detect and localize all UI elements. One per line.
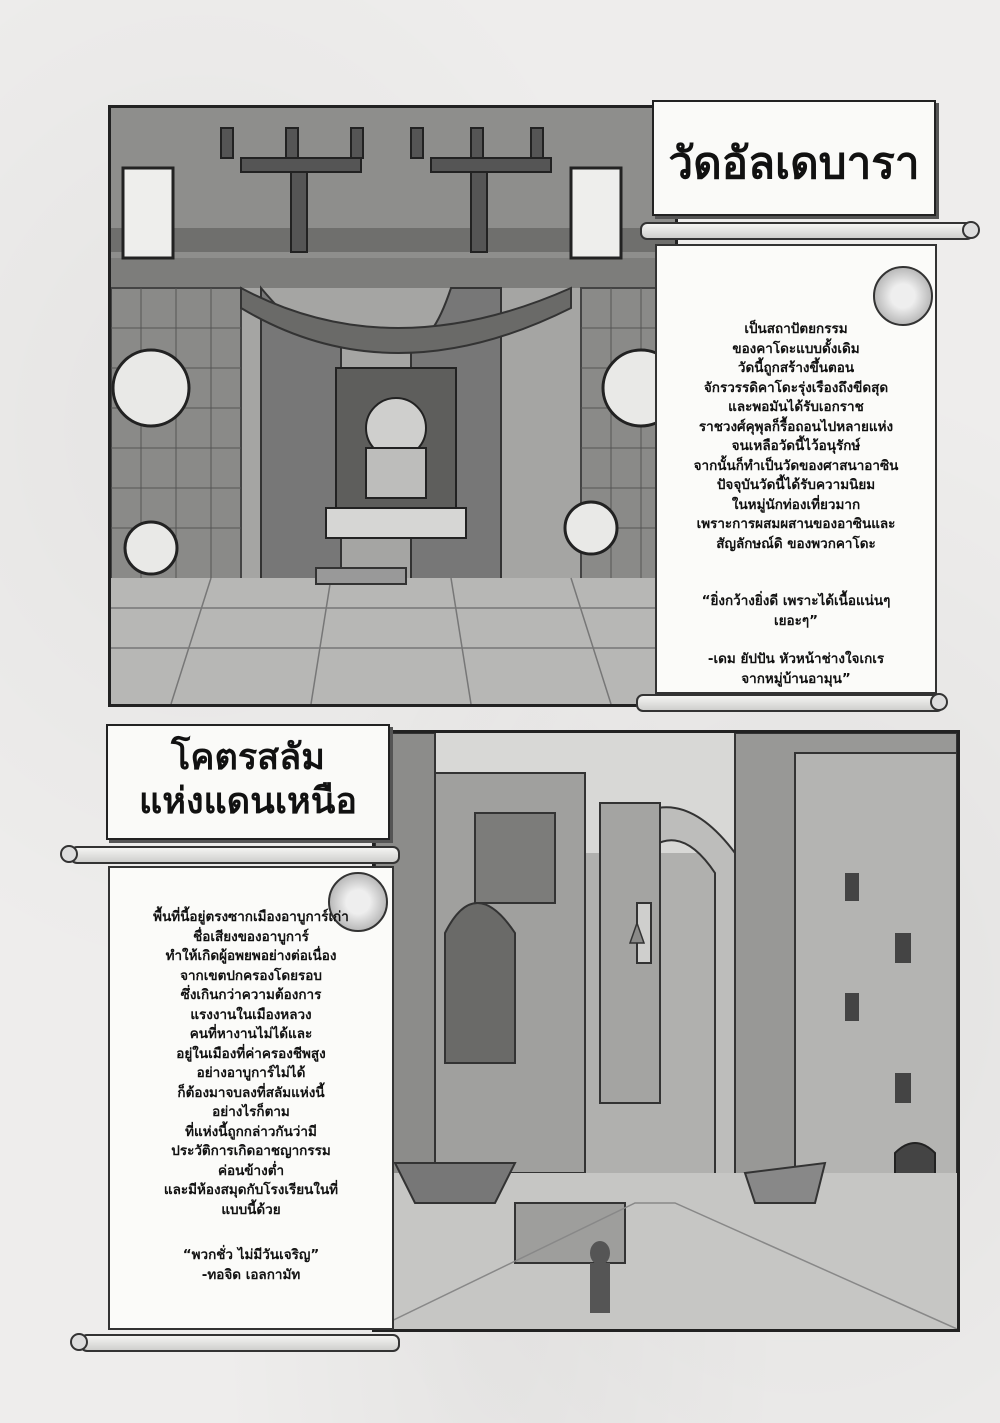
- temple-desc-line: ราชวงศ์คุพุลก็รื้อถอนไปหลายแห่ง: [698, 418, 894, 435]
- temple-desc-line: จนเหลือวัดนี้ไว้อนุรักษ์: [731, 438, 861, 454]
- temple-attribution: [657, 650, 935, 689]
- slum-desc-line: อย่างอาบูการ์ไม่ได้: [196, 1065, 306, 1081]
- temple-attribution-line: -เดม ยัปปัน หัวหน้าช่างใจเกเร: [707, 651, 885, 667]
- slum-illustration: [375, 733, 957, 1329]
- temple-desc-line: จากนั้นก็ทำเป็นวัดของศาสนาอาซิน: [693, 457, 899, 474]
- temple-desc-line: เป็นสถาปัตยกรรม: [744, 321, 848, 337]
- top-scroll-upper-rod: [640, 222, 974, 240]
- temple-desc-line: สัญลักษณ์ดิ ของพวกคาโดะ: [716, 535, 876, 552]
- temple-title: วัดอัลเดบารา: [668, 138, 920, 189]
- slum-quote: [110, 1246, 392, 1285]
- slum-desc-line: ทำให้เกิดผู้อพยพอย่างต่อเนื่อง: [165, 948, 337, 964]
- bottom-scroll-upper-rod: [70, 846, 400, 864]
- slum-info-scroll: [108, 866, 394, 1330]
- temple-quote-line: “ยิ่งกว้างยิ่งดี เพราะได้เนื้อแน่นๆ: [701, 593, 891, 609]
- top-scroll-upper-knob: [962, 221, 980, 239]
- temple-desc-line: ในหมู่นักท่องเที่ยวมาก: [731, 496, 861, 513]
- slum-desc-line: อยู่ในเมืองที่ค่าครองชีพสูง: [176, 1045, 326, 1062]
- top-scroll-lower-rod: [636, 694, 944, 712]
- temple-info-scroll: [655, 244, 937, 694]
- temple-desc-line: และพอมันได้รับเอกราช: [728, 399, 864, 415]
- bottom-scroll-upper-knob: [60, 845, 78, 863]
- temple-desc-line: วัดนี้ถูกสร้างขึ้นตอน: [737, 360, 855, 376]
- slum-desc-line: พื้นที่นี้อยู่ตรงซากเมืองอาบูการ์เก่า: [153, 909, 349, 925]
- slum-attribution-line: -ทอจิด เอลกามัท: [201, 1266, 301, 1283]
- wax-seal-icon: [873, 266, 933, 326]
- temple-quote: [657, 592, 935, 631]
- slum-desc-line: จากเขตปกครองโดยรอบ: [180, 967, 322, 984]
- slum-title-line: โคตรสลัม: [171, 737, 325, 778]
- temple-desc-line: ของคาโดะแบบดั้งเดิม: [732, 340, 860, 357]
- temple-illustration: [111, 108, 675, 704]
- slum-desc-line: อย่างไรก็ตาม: [212, 1104, 290, 1120]
- temple-description: [657, 320, 935, 554]
- slum-desc-line: คนที่หางานไม่ได้และ: [189, 1026, 313, 1042]
- top-scroll-lower-knob: [930, 693, 948, 711]
- slum-desc-line: และมีห้องสมุดกับโรงเรียนในที่: [163, 1182, 339, 1198]
- temple-desc-line: ปัจจุบันวัดนี้ได้รับความนิยม: [716, 477, 876, 493]
- slum-desc-line: แรงงานในเมืองหลวง: [190, 1006, 312, 1023]
- slum-illustration-panel: [372, 730, 960, 1332]
- temple-title-book: [652, 100, 936, 216]
- temple-desc-line: เพราะการผสมผสานของอาซินและ: [696, 516, 896, 532]
- slum-title-line: แห่งแดนเหนือ: [139, 781, 357, 822]
- temple-illustration-panel: [108, 105, 678, 707]
- temple-attribution-line: จากหมู่บ้านอามุน”: [741, 670, 851, 687]
- temple-quote-line: เยอะๆ”: [773, 612, 818, 629]
- slum-quote-line: “พวกชั่ว ไม่มีวันเจริญ”: [182, 1247, 320, 1263]
- slum-desc-line: ค่อนข้างต่ำ: [217, 1162, 285, 1179]
- slum-title: [108, 736, 388, 824]
- slum-title-book: [106, 724, 390, 840]
- bottom-scroll-lower-knob: [70, 1333, 88, 1351]
- slum-desc-line: ก็ต้องมาจบลงที่สลัมแห่งนี้: [177, 1084, 325, 1101]
- temple-desc-line: จักรวรรดิคาโดะรุ่งเรืองถึงขีดสุด: [703, 379, 889, 396]
- slum-desc-line: ซึ่งเกินกว่าความต้องการ: [180, 987, 322, 1003]
- slum-desc-line: ประวัติการเกิดอาชญากรรม: [171, 1143, 331, 1159]
- slum-desc-line: ชื่อเสียงของอาบูการ์: [193, 928, 309, 945]
- slum-desc-line: แบบนี้ด้วย: [221, 1201, 281, 1218]
- slum-description: [110, 908, 392, 1220]
- slum-desc-line: ที่แห่งนี้ถูกกล่าวกันว่ามี: [185, 1123, 317, 1140]
- bottom-scroll-lower-rod: [80, 1334, 400, 1352]
